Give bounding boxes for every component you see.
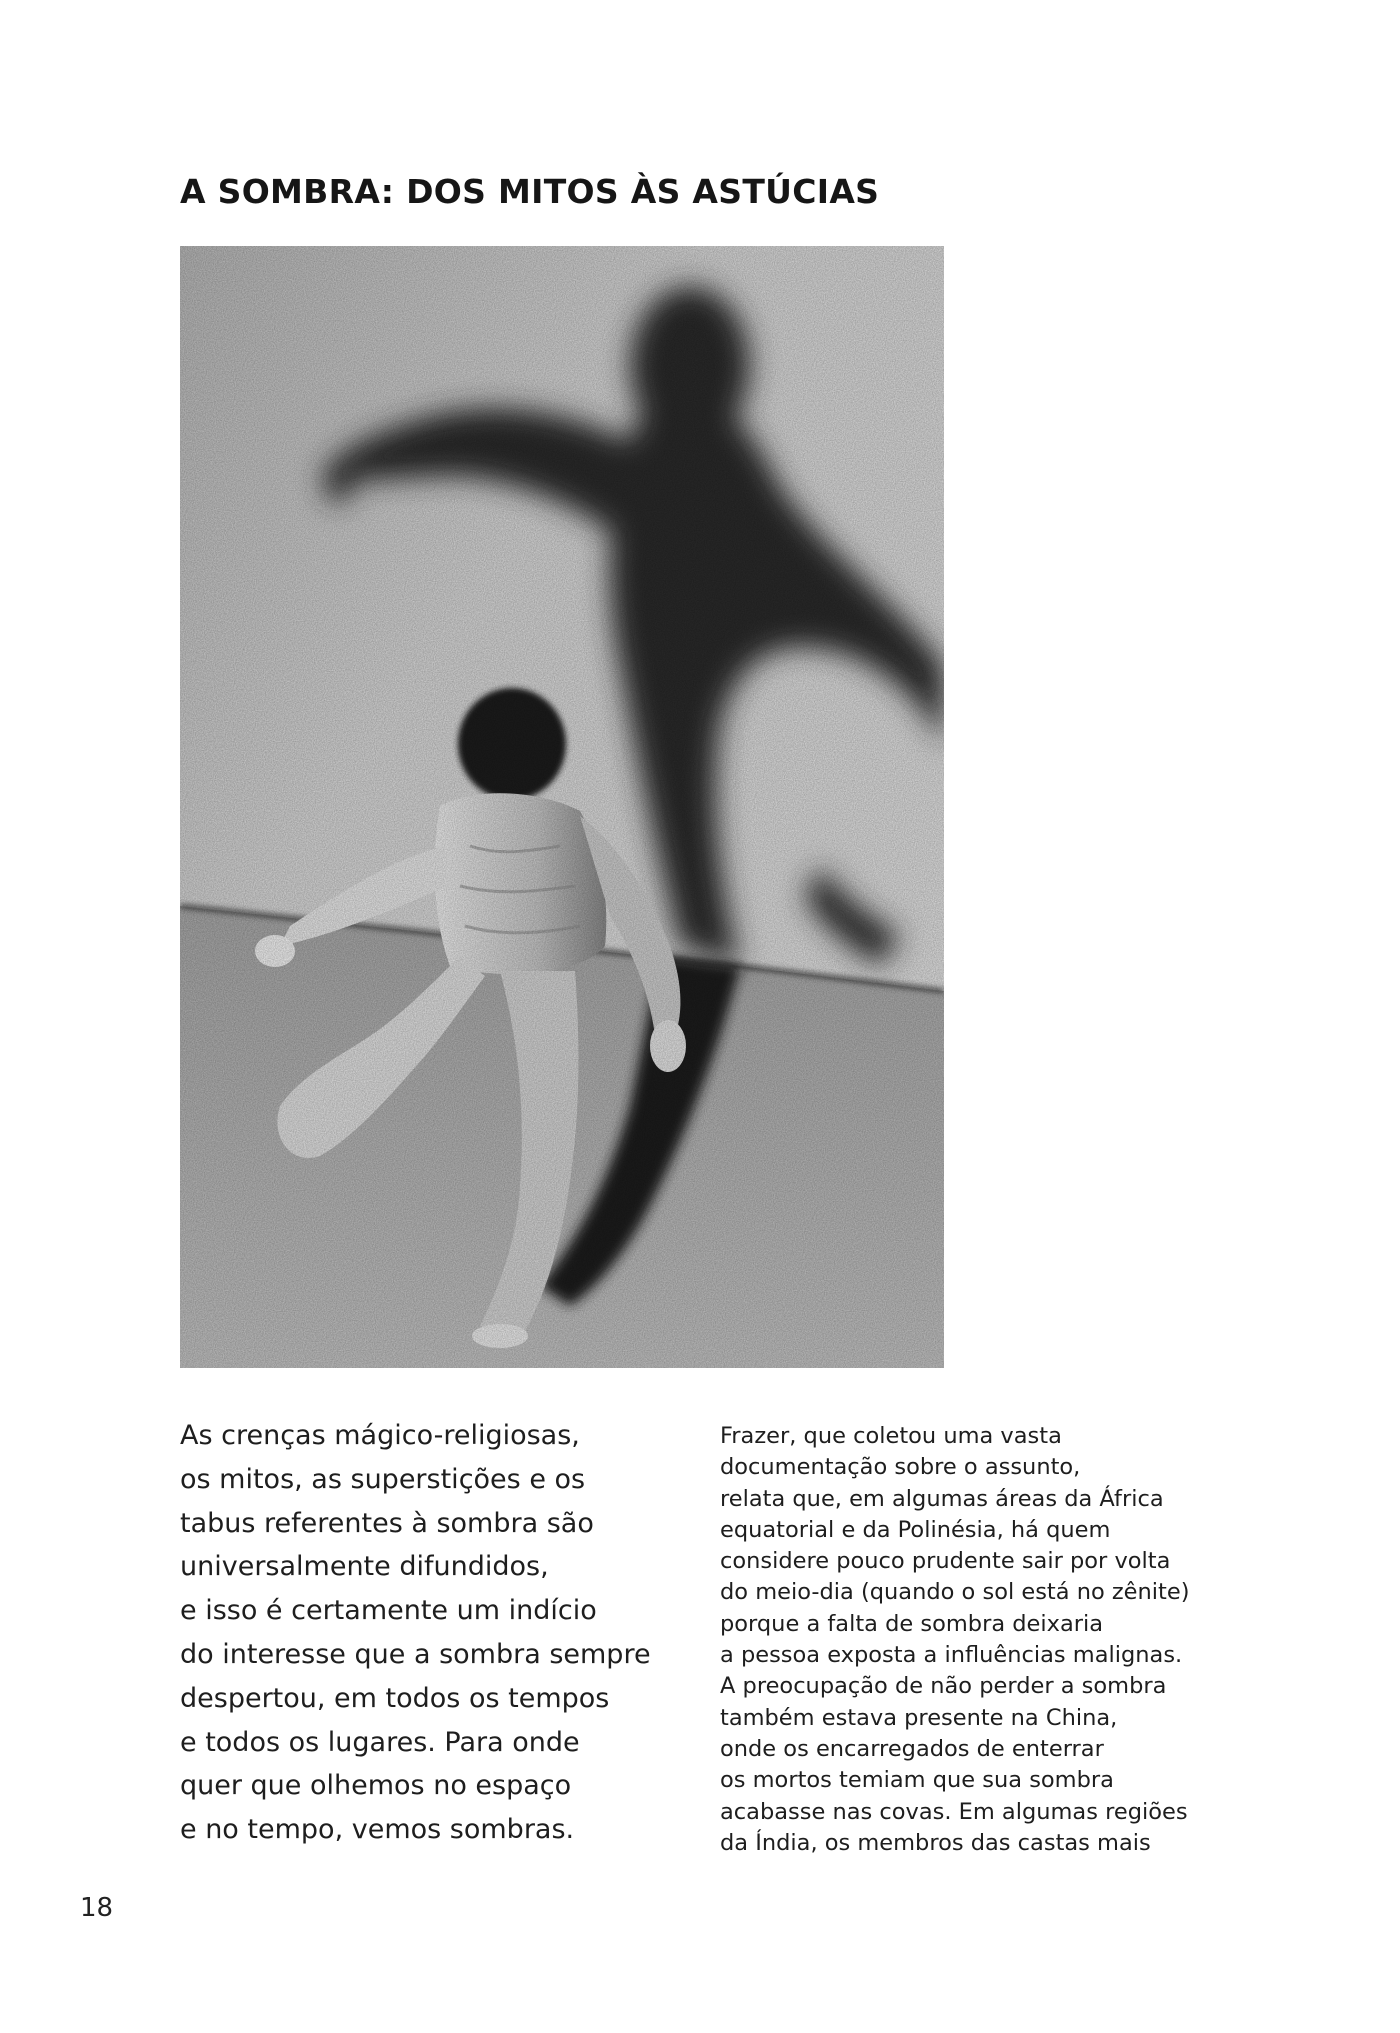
text-line: onde os encarregados de enterrar: [720, 1735, 1104, 1762]
text-line: considere pouco prudente sair por volta: [720, 1548, 1171, 1575]
text-line: A preocupação de não perder a sombra: [720, 1673, 1167, 1700]
text-line: As crenças mágico-religiosas,: [180, 1420, 580, 1451]
page-number: 18: [80, 1893, 114, 1923]
text-line: os mortos temiam que sua sombra: [720, 1767, 1114, 1794]
text-line: documentação sobre o assunto,: [720, 1454, 1081, 1481]
text-line: acabasse nas covas. Em algumas regiões: [720, 1798, 1188, 1825]
text-line: os mitos, as superstições e os: [180, 1463, 586, 1495]
body-text-left-column: [180, 1414, 700, 1852]
text-line: e todos os lugares. Para onde: [180, 1726, 580, 1758]
text-line: e no tempo, vemos sombras.: [180, 1814, 575, 1846]
page-title: A SOMBRA: DOS MITOS ÀS ASTÚCIAS: [180, 172, 880, 211]
text-line: universalmente difundidos,: [180, 1551, 549, 1583]
text-line: também estava presente na China,: [720, 1704, 1118, 1731]
shadow-photograph: [180, 246, 944, 1368]
text-line: da Índia, os membros das castas mais: [720, 1829, 1151, 1856]
text-line: do meio-dia (quando o sol está no zênite): [720, 1579, 1190, 1606]
text-line: a pessoa exposta a influências malignas.: [720, 1642, 1183, 1669]
text-line: despertou, em todos os tempos: [180, 1682, 610, 1714]
text-line: e isso é certamente um indício: [180, 1595, 597, 1627]
text-line: do interesse que a sombra sempre: [180, 1638, 651, 1670]
text-line: porque a falta de sombra deixaria: [720, 1610, 1104, 1637]
text-line: Frazer, que coletou uma vasta: [720, 1423, 1062, 1449]
text-line: tabus referentes à sombra são: [180, 1507, 594, 1539]
body-text-right-column: [720, 1421, 1240, 1859]
text-line: relata que, em algumas áreas da África: [720, 1485, 1164, 1512]
text-line: quer que olhemos no espaço: [180, 1770, 572, 1802]
text-line: equatorial e da Polinésia, há quem: [720, 1516, 1111, 1543]
